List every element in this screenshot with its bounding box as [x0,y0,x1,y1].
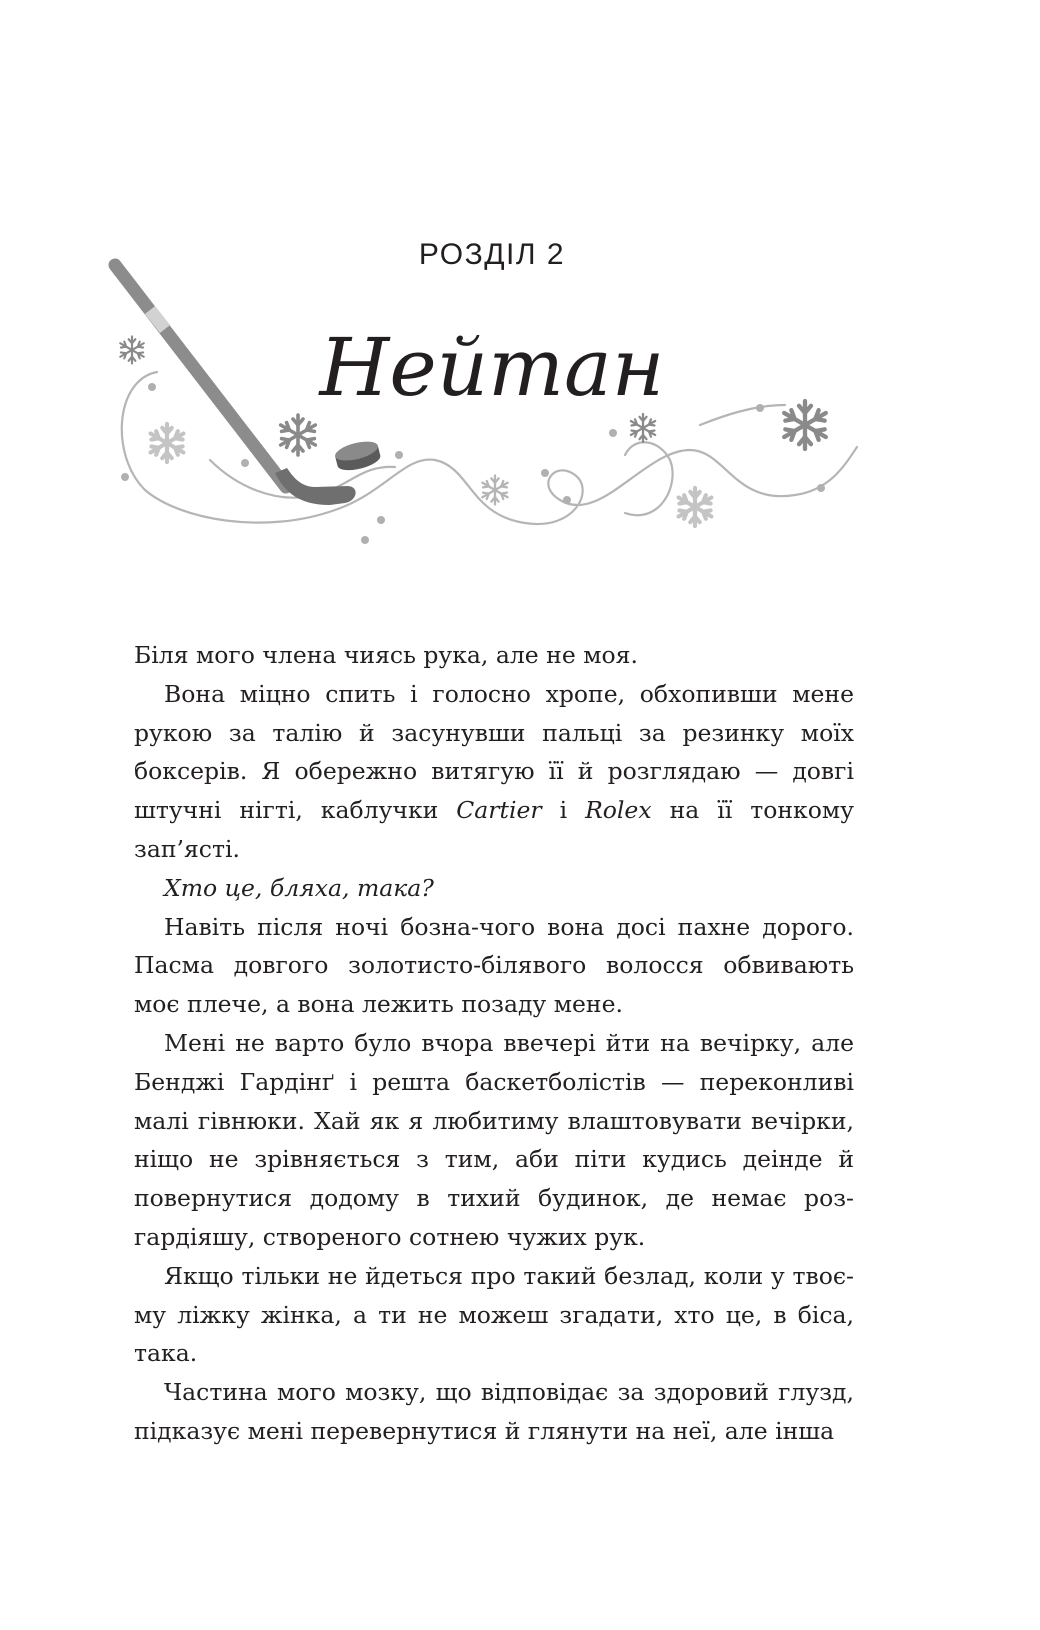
snowflake-icon [281,415,316,455]
snowflake-icon [679,488,712,526]
chapter-body [134,636,854,1451]
chapter-title: Нейтан [319,321,665,414]
brand-name: Rolex [585,796,652,825]
paragraph: Якщо тільки не йдеться про такий безлад, коли у твоєму ліжку жінка, а ти не можеш згадати, хто це, в біса, така. [134,1261,854,1368]
paragraph: Мені не варто було вчора ввечері йти на вечірку, але Бенджі Гардінґ і решта баскетболістів — переконливі малі гівнюки. Хай як я любитиму влаштовувати вечірки, ніщо не зрівняється з тим, аби піти кудись деінде й повернутися додому в тихий будинок, де немає розгардіяшу, створеного сотнею чужих рук. [134,1028,854,1251]
paragraph: Біля мого члена чиясь рука, але не моя. [134,641,638,669]
paragraph: Навіть після ночі бозна-чого вона досі пахне дорого. Пасма довгого золотисто-білявого волосся обвивають моє плече, а вона лежить позаду мене. [134,912,854,1019]
snowflake-icon [631,414,655,442]
chapter-label: РОЗДІЛ 2 [418,238,566,271]
paragraph: Вона міцно спить і голосно хропе, обхопивши мене рукою за талію й засунувши пальці за резинку моїх боксерів. Я обережно витягую її й розглядаю — довгі штучні нігті, каблучки Cartier і Rolex на її тонкому зап’ясті. [134,679,854,863]
snowflake-icon [482,476,507,505]
snowflake-icon [151,424,184,462]
paragraph: Частина мого мозку, що відповідає за здоровий глузд, підказує мені перевернутися й глянути на неї, але інша [134,1378,854,1445]
brand-name: Cartier [456,796,542,825]
paragraph-italic: Хто це, бляха, така? [164,873,434,902]
